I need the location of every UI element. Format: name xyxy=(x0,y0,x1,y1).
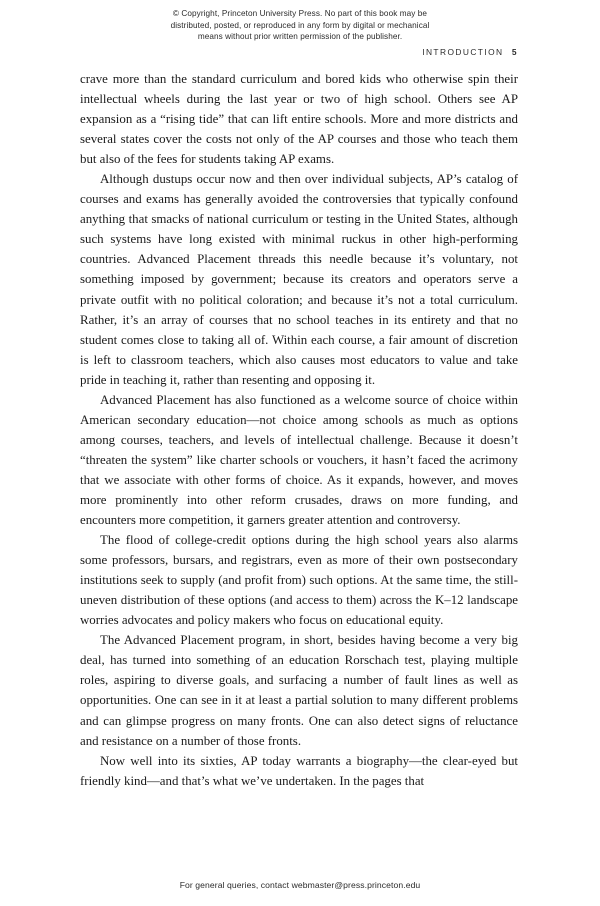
copyright-line-3: means without prior written permission of the publisher. xyxy=(197,32,403,42)
body-text xyxy=(80,69,518,791)
page-number: 5 xyxy=(511,47,518,57)
paragraph-rorschach: The Advanced Placement program, in short, besides having become a very big deal, has turned into something of an education Rorschach test, playing multiple roles, aspiring to diverse goals, and surfacing a number of fault lines as well as opportunities. One can see in it at least a partial solution to many different problems and can glimpse progress on many fronts. One can also detect signs of reluctance and resistance on a number of those fronts. xyxy=(80,633,518,748)
copyright-notice xyxy=(100,8,500,43)
paragraph-flood: The flood of college-credit options during the high school years also alarms some professors, bursars, and registrars, even as more of their own postsecondary institutions seek to supply (and profit from) such options. At the same time, the still-uneven distribution of these options (and access to them) across the K–12 landscape worries advocates and policy makers who focus on educational equity. xyxy=(80,533,518,628)
copyright-line-1: © Copyright, Princeton University Press. No part of this book may be xyxy=(172,9,428,18)
running-head-title: INTRODUCTION xyxy=(422,47,504,57)
paragraph-sixties: Now well into its sixties, AP today warrants a biography—the clear-eyed but friendly kind—and that’s what we’ve undertaken. In the pages that xyxy=(80,753,518,788)
paragraph-crave: crave more than the standard curriculum and bored kids who otherwise spin their intellectual wheels during the last year or two of high school. Others see AP expansion as a “rising tide” that can lift entire schools. More and more districts and several states cover the costs not only of the AP courses and those who teach them but also of the fees for students taking AP exams. xyxy=(80,72,518,167)
running-head xyxy=(80,47,518,57)
paragraph-dustups: Although dustups occur now and then over individual subjects, AP’s catalog of courses and exams has generally avoided the controversies that typically confound anything that smacks of national curriculum or testing in the United States, although such systems have long existed with minimal ruckus in other high-performing countries. Advanced Placement threads this needle because it’s voluntary, not something imposed by government; because its creators and operators serve a private outfit with no political coloration; and because it’s not a total curriculum. Rather, it’s an array of courses that no school teaches in its entirety and that no student comes close to taking all of. Within each course, a fair amount of discretion is left to classroom teachers, which also causes most educators to value and take pride in teaching it, rather than resenting and opposing it. xyxy=(80,172,518,387)
paragraph-choice: Advanced Placement has also functioned as a welcome source of choice within American secondary education—not choice among schools as much as options among courses, teachers, and levels of intellectual challenge. Because it doesn’t “threaten the system” like charter schools or vouchers, it hasn’t faced the acrimony that we associate with other forms of choice. As it expands, however, and moves more prominently into other reform crusades, draws on more funding, and encounters more competition, it garners greater attention and controversy. xyxy=(80,392,518,528)
copyright-line-2: distributed, posted, or reproduced in any form by digital or mechanical xyxy=(170,20,430,30)
footer-query-line: For general queries, contact webmaster@press.princeton.edu xyxy=(179,880,421,890)
